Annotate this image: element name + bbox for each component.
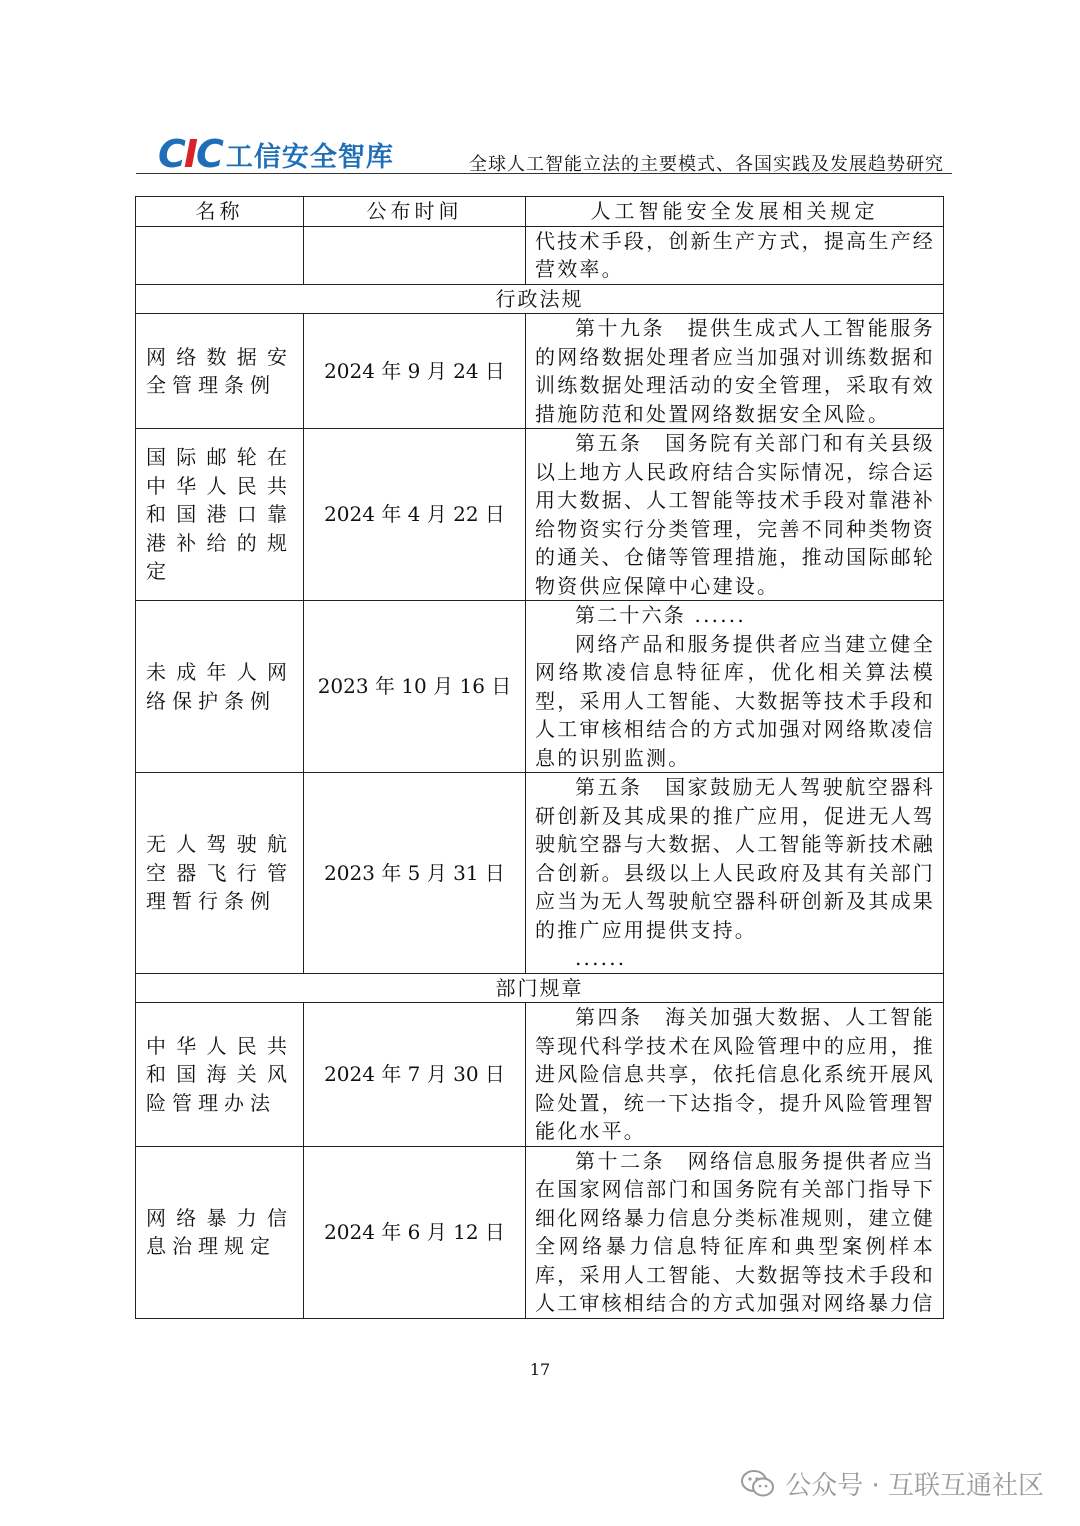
cell-name: 未成年人网络保护条例 — [136, 601, 304, 773]
cell-date: 2024 年 9 月 24 日 — [304, 314, 526, 429]
logo-text: 工信安全智库 — [225, 141, 394, 173]
page-number: 17 — [529, 1360, 551, 1379]
rule-paragraph: 第五条 国务院有关部门和有关县级以上地方人民政府结合实际情况，综合运用大数据、人工智能等技术手段对靠港补给物资实行分类管理，完善不同种类物资的通关、仓储等管理措施，推动国际邮轮物资供应保障中心建设。 — [535, 431, 935, 598]
rule-paragraph: 第四条 海关加强大数据、人工智能等现代科学技术在风险管理中的应用，推进风险信息共享，依托信息化系统开展风险处置，统一下达指令，提升风险管理智能化水平。 — [535, 1005, 935, 1143]
cell-date: 2023 年 5 月 31 日 — [304, 773, 526, 974]
table-row — [136, 1146, 944, 1318]
section-row-dept — [136, 973, 944, 1003]
section-title: 部门规章 — [136, 973, 944, 1003]
cell-rule — [526, 1003, 944, 1147]
table-row-continued — [136, 226, 944, 284]
cell-name: 中华人民共和国海关风险管理办法 — [136, 1003, 304, 1147]
cell-name: 无人驾驶航空器飞行管理暂行条例 — [136, 773, 304, 974]
watermark — [741, 1465, 1044, 1502]
cell-rule — [526, 429, 944, 601]
cell-rule — [526, 773, 944, 974]
header-title: 全球人工智能立法的主要模式、各国实践及发展趋势研究 — [469, 154, 944, 175]
cell-date: 2024 年 7 月 30 日 — [304, 1003, 526, 1147]
rule-paragraph: 第五条 国家鼓励无人驾驶航空器科研创新及其成果的推广应用，促进无人驾驶航空器与大数据、人工智能等新技术融合创新。县级以上人民政府及其有关部门应当为无人驾驶航空器科研创新及其成果的推广应用提供支持。 — [535, 775, 935, 942]
table-row — [136, 1003, 944, 1147]
rule-paragraph: ...... — [575, 946, 627, 970]
cell-rule — [526, 314, 944, 429]
cell-name-empty — [136, 226, 304, 284]
cell-name: 网络数据安全管理条例 — [136, 314, 304, 429]
cell-date-empty — [304, 226, 526, 284]
table-row — [136, 773, 944, 974]
cell-name: 网络暴力信息治理规定 — [136, 1146, 304, 1318]
cell-rule — [526, 1146, 944, 1318]
watermark-text: 公众号 · 互联互通社区 — [785, 1471, 1044, 1501]
col-header-name: 名称 — [136, 197, 304, 227]
table-row — [136, 314, 944, 429]
regulation-table — [135, 196, 944, 1319]
header-divider — [136, 173, 952, 174]
rule-paragraph: 网络产品和服务提供者应当建立健全网络欺凌信息特征库，优化相关算法模型，采用人工智能、大数据等技术手段和人工审核相结合的方式加强对网络欺凌信息的识别监测。 — [535, 631, 935, 770]
table-header-row — [136, 197, 944, 227]
rule-paragraph: 第十九条 提供生成式人工智能服务的网络数据处理者应当加强对训练数据和训练数据处理活动的安全管理，采取有效措施防范和处置网络数据安全风险。 — [535, 316, 935, 426]
rule-paragraph: 代技术手段，创新生产方式，提高生产经营效率。 — [535, 228, 935, 281]
cell-name: 国际邮轮在中华人民共和国港口靠港补给的规定 — [136, 429, 304, 601]
col-header-rule: 人工智能安全发展相关规定 — [526, 197, 944, 227]
table-row — [136, 429, 944, 601]
wechat-icon — [741, 1469, 775, 1499]
section-title: 行政法规 — [136, 284, 944, 314]
cell-date: 2023 年 10 月 16 日 — [304, 601, 526, 773]
logo-mark: CIC — [158, 132, 222, 176]
cell-date: 2024 年 4 月 22 日 — [304, 429, 526, 601]
cell-rule — [526, 226, 944, 284]
section-row-admin — [136, 284, 944, 314]
cell-rule — [526, 601, 944, 773]
brand-logo — [158, 132, 394, 176]
rule-paragraph: 第二十六条 ...... — [575, 603, 746, 627]
rule-paragraph: 第十二条 网络信息服务提供者应当在国家网信部门和国务院有关部门指导下细化网络暴力信息分类标准规则，建立健全网络暴力信息特征库和典型案例样本库，采用人工智能、大数据等技术手段和人工审核相结合的方式加强对网络暴力信 — [535, 1148, 935, 1315]
col-header-date: 公布时间 — [304, 197, 526, 227]
cell-date: 2024 年 6 月 12 日 — [304, 1146, 526, 1318]
table-row — [136, 601, 944, 773]
